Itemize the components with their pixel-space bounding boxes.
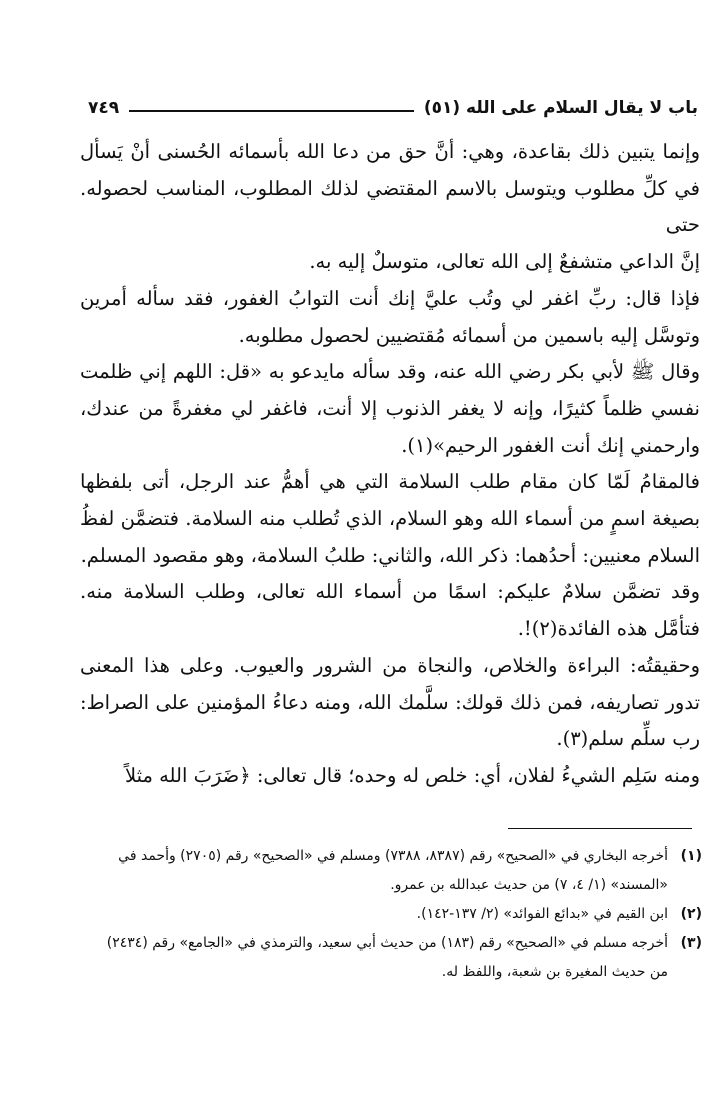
text-line: في كلِّ مطلوب ويتوسل بالاسم المقتضي لذلك المطلوب، المناسب لحصوله. حتى <box>80 176 700 237</box>
text-line: ومنه سَلِم الشيءُ لفلان، أي: خلص له وحده؛ قال تعالى: ﴿ضَرَبَ الله مثلاً <box>124 763 700 787</box>
text-line: وإنما يتبين ذلك بقاعدة، وهي: أنَّ حق من دعا الله بأسمائه الحُسنى أنْ يَسأل <box>80 140 700 163</box>
footnote <box>80 929 702 958</box>
footnote-separator <box>508 828 692 829</box>
text-line: السلام معنيين: أحدُهما: ذكر الله، والثاني: طلبُ السلامة، وهو مقصود المسلم. <box>80 543 700 567</box>
main-text <box>80 134 700 795</box>
text-line: وارحمني إنك أنت الغفور الرحيم»(١). <box>401 433 700 457</box>
footnote-continuation: من حديث المغيرة بن شعبة، واللفظ له. <box>441 964 668 980</box>
footnote <box>80 900 702 929</box>
page-number: ٧٤٩ <box>88 98 120 118</box>
header-rule <box>129 110 414 112</box>
header-title: باب لا يقال السلام على الله (٥١) <box>423 98 698 118</box>
text-line: بصيغة اسمٍ من أسماء الله وهو السلام، الذي تُطلب منه السلامة. فتضمَّن لفظُ <box>80 507 700 531</box>
footnote-text: أخرجه مسلم في «الصحيح» رقم (١٨٣) من حديث أبي سعيد، والترمذي في «الجامع» رقم (٢٤٣٤) <box>106 935 668 951</box>
text-line: وقال ﷺ لأبي بكر رضي الله عنه، وقد سأله مايدعو به «قل: اللهم إني ظلمت <box>80 360 700 384</box>
footnote-text: أخرجه البخاري في «الصحيح» رقم (٨٣٨٧، ٧٣٨٨) ومسلم في «الصحيح» رقم (٢٧٠٥) وأحمد في <box>118 848 668 864</box>
text-line: رب سلِّم سلم(٣). <box>556 727 700 751</box>
text-line: وحقيقتُه: البراءة والخلاص، والنجاة من الشرور والعيوب. وعلى هذا المعنى <box>80 653 700 677</box>
text-line: فتأمَّل هذه الفائدة(٢)!. <box>517 617 700 641</box>
footnote-number: (٣) <box>680 935 702 951</box>
text-line: تدور تصاريفه، فمن ذلك قولك: سلَّمك الله، ومنه دعاءُ المؤمنين على الصراط: <box>80 690 700 714</box>
footnote <box>80 842 702 871</box>
footnote-text: ابن القيم في «بدائع الفوائد» (٢/ ١٣٧-١٤٢). <box>416 906 668 922</box>
text-line: وتوسَّل إليه باسمين من أسمائه مُقتضيين لحصول مطلوبه. <box>238 323 700 347</box>
text-line: نفسي ظلماً كثيرًا، وإنه لا يغفر الذنوب إلا أنت، فاغفر لي مغفرةً من عندك، <box>80 396 700 420</box>
footnote-continuation: «المسند» (١/ ٤، ٧) من حديث عبدالله بن عمرو. <box>390 877 668 893</box>
text-line: إنَّ الداعي متشفعٌ إلى الله تعالى، متوسلٌ إليه به. <box>309 250 700 274</box>
text-line: وقد تضمَّن سلامٌ عليكم: اسمًا من أسماء الله تعالى، وطلب السلامة منه. <box>80 580 700 604</box>
running-header <box>88 92 698 118</box>
text-line: فإذا قال: ربِّ اغفر لي وتُب عليَّ إنك أنت التوابُ الغفور، فقد سأله أمرين <box>80 286 700 310</box>
text-line: فالمقامُ لَمّا كان مقام طلب السلامة التي هي أهمُّ عند الرجل، أتى بلفظها <box>80 470 700 494</box>
footnotes <box>80 842 702 987</box>
footnote-number: (٢) <box>680 906 702 922</box>
footnote-number: (١) <box>680 848 702 864</box>
